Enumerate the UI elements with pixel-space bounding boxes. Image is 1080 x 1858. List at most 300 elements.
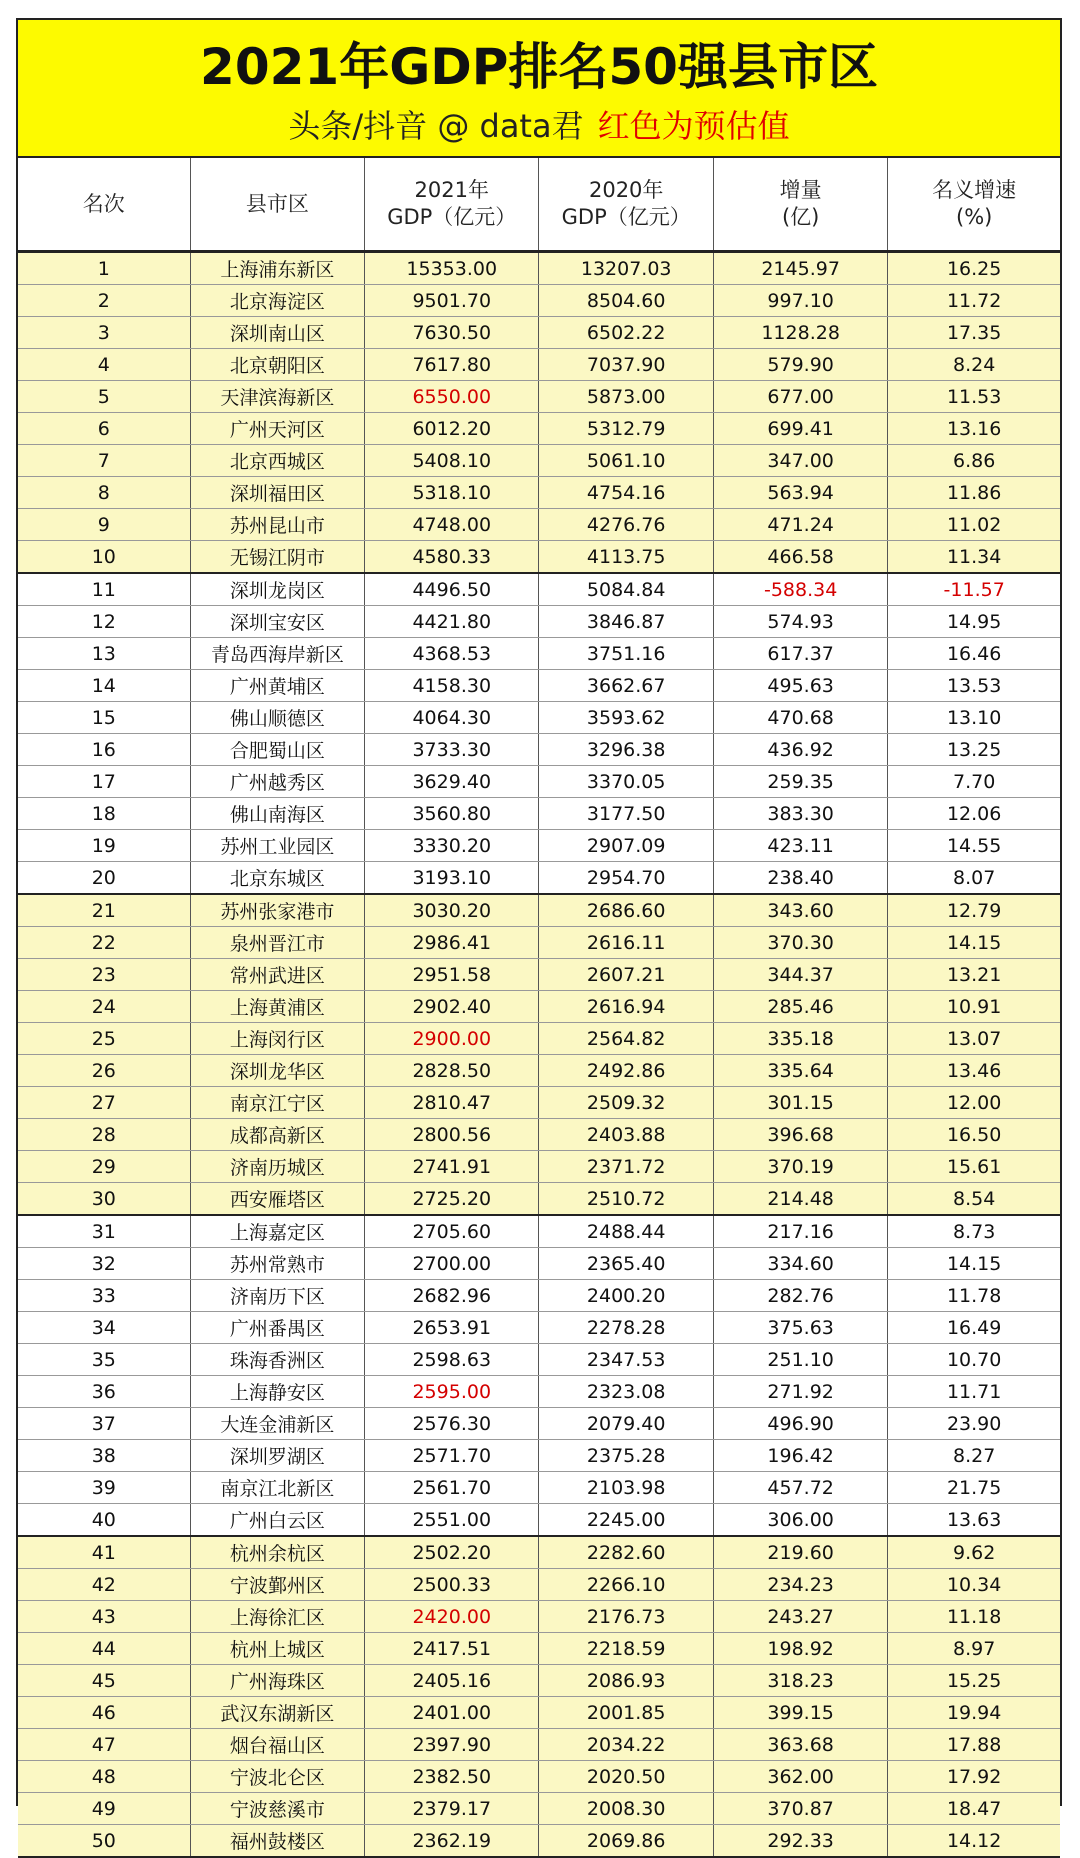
table-row bbox=[18, 991, 1060, 1023]
cell-increase: 335.18 bbox=[713, 1023, 887, 1055]
cell-rank: 2 bbox=[18, 285, 190, 317]
cell-district: 上海徐汇区 bbox=[190, 1601, 364, 1633]
cell-rank: 4 bbox=[18, 349, 190, 381]
cell-gdp-2020: 2218.59 bbox=[539, 1633, 713, 1665]
cell-increase: 363.68 bbox=[713, 1729, 887, 1761]
cell-gdp-2020: 6502.22 bbox=[539, 317, 713, 349]
cell-gdp-2021: 2705.60 bbox=[365, 1215, 539, 1248]
table-row bbox=[18, 1408, 1060, 1440]
cell-gdp-2021: 2382.50 bbox=[365, 1761, 539, 1793]
cell-district: 上海嘉定区 bbox=[190, 1215, 364, 1248]
table-row bbox=[18, 317, 1060, 349]
cell-rank: 13 bbox=[18, 638, 190, 670]
table-row bbox=[18, 1119, 1060, 1151]
table-row bbox=[18, 1729, 1060, 1761]
cell-gdp-2021: 2800.56 bbox=[365, 1119, 539, 1151]
cell-gdp-2021: 2362.19 bbox=[365, 1825, 539, 1858]
cell-district: 南京江北新区 bbox=[190, 1472, 364, 1504]
cell-gdp-2020: 2403.88 bbox=[539, 1119, 713, 1151]
header-row bbox=[18, 158, 1060, 252]
cell-increase: 219.60 bbox=[713, 1536, 887, 1569]
cell-growth-rate: 11.71 bbox=[888, 1376, 1060, 1408]
table-row bbox=[18, 445, 1060, 477]
cell-increase: 318.23 bbox=[713, 1665, 887, 1697]
column-header-gdp-2020 bbox=[539, 158, 713, 252]
cell-gdp-2020: 5873.00 bbox=[539, 381, 713, 413]
cell-district: 宁波慈溪市 bbox=[190, 1793, 364, 1825]
table-row bbox=[18, 1761, 1060, 1793]
cell-increase: 196.42 bbox=[713, 1440, 887, 1472]
cell-growth-rate: 12.06 bbox=[888, 798, 1060, 830]
cell-growth-rate: 15.61 bbox=[888, 1151, 1060, 1183]
cell-gdp-2020: 2488.44 bbox=[539, 1215, 713, 1248]
cell-growth-rate: 14.15 bbox=[888, 1248, 1060, 1280]
column-header-text: (%) bbox=[956, 205, 993, 229]
cell-increase: 214.48 bbox=[713, 1183, 887, 1216]
cell-district: 北京西城区 bbox=[190, 445, 364, 477]
cell-district: 珠海香洲区 bbox=[190, 1344, 364, 1376]
cell-rank: 5 bbox=[18, 381, 190, 413]
column-header-text: 名义增速 bbox=[932, 178, 1017, 202]
cell-district: 西安雁塔区 bbox=[190, 1183, 364, 1216]
table-row bbox=[18, 830, 1060, 862]
cell-increase: 375.63 bbox=[713, 1312, 887, 1344]
cell-gdp-2021: 2900.00 bbox=[365, 1023, 539, 1055]
table-row bbox=[18, 1472, 1060, 1504]
cell-gdp-2021: 3330.20 bbox=[365, 830, 539, 862]
cell-gdp-2020: 2371.72 bbox=[539, 1151, 713, 1183]
cell-district: 佛山南海区 bbox=[190, 798, 364, 830]
cell-rank: 37 bbox=[18, 1408, 190, 1440]
cell-rank: 33 bbox=[18, 1280, 190, 1312]
cell-district: 杭州上城区 bbox=[190, 1633, 364, 1665]
table-row bbox=[18, 638, 1060, 670]
cell-district: 广州白云区 bbox=[190, 1504, 364, 1537]
cell-increase: 466.58 bbox=[713, 541, 887, 574]
gdp-ranking-sheet bbox=[16, 18, 1062, 1853]
cell-growth-rate: 14.55 bbox=[888, 830, 1060, 862]
cell-gdp-2020: 3751.16 bbox=[539, 638, 713, 670]
cell-gdp-2020: 7037.90 bbox=[539, 349, 713, 381]
table-row bbox=[18, 1215, 1060, 1248]
cell-gdp-2021: 3629.40 bbox=[365, 766, 539, 798]
cell-rank: 40 bbox=[18, 1504, 190, 1537]
column-header-rank bbox=[18, 158, 190, 252]
cell-district: 北京东城区 bbox=[190, 862, 364, 895]
ranking-table bbox=[18, 158, 1060, 1858]
cell-gdp-2020: 2510.72 bbox=[539, 1183, 713, 1216]
cell-gdp-2020: 13207.03 bbox=[539, 252, 713, 285]
cell-increase: 617.37 bbox=[713, 638, 887, 670]
cell-growth-rate: 16.25 bbox=[888, 252, 1060, 285]
cell-gdp-2020: 4113.75 bbox=[539, 541, 713, 574]
cell-growth-rate: 17.88 bbox=[888, 1729, 1060, 1761]
cell-district: 佛山顺德区 bbox=[190, 702, 364, 734]
table-row bbox=[18, 1055, 1060, 1087]
cell-growth-rate: 17.92 bbox=[888, 1761, 1060, 1793]
cell-growth-rate: 6.86 bbox=[888, 445, 1060, 477]
cell-district: 广州黄埔区 bbox=[190, 670, 364, 702]
table-row bbox=[18, 862, 1060, 895]
cell-rank: 35 bbox=[18, 1344, 190, 1376]
cell-district: 上海浦东新区 bbox=[190, 252, 364, 285]
cell-gdp-2021: 2500.33 bbox=[365, 1569, 539, 1601]
table-body bbox=[18, 252, 1060, 1858]
column-header-text: 县市区 bbox=[245, 191, 309, 216]
cell-district: 深圳罗湖区 bbox=[190, 1440, 364, 1472]
cell-gdp-2021: 2725.20 bbox=[365, 1183, 539, 1216]
cell-district: 合肥蜀山区 bbox=[190, 734, 364, 766]
cell-gdp-2021: 2951.58 bbox=[365, 959, 539, 991]
cell-gdp-2021: 5408.10 bbox=[365, 445, 539, 477]
cell-gdp-2020: 3177.50 bbox=[539, 798, 713, 830]
cell-district: 烟台福山区 bbox=[190, 1729, 364, 1761]
cell-gdp-2020: 4276.76 bbox=[539, 509, 713, 541]
cell-increase: 383.30 bbox=[713, 798, 887, 830]
cell-growth-rate: 7.70 bbox=[888, 766, 1060, 798]
cell-gdp-2020: 5084.84 bbox=[539, 573, 713, 606]
cell-growth-rate: 16.49 bbox=[888, 1312, 1060, 1344]
table-row bbox=[18, 1440, 1060, 1472]
cell-growth-rate: -11.57 bbox=[888, 573, 1060, 606]
cell-district: 广州天河区 bbox=[190, 413, 364, 445]
cell-rank: 39 bbox=[18, 1472, 190, 1504]
cell-increase: 285.46 bbox=[713, 991, 887, 1023]
cell-increase: 238.40 bbox=[713, 862, 887, 895]
cell-growth-rate: 8.54 bbox=[888, 1183, 1060, 1216]
cell-gdp-2021: 3030.20 bbox=[365, 894, 539, 927]
estimate-note: 红色为预估值 bbox=[597, 107, 790, 145]
cell-increase: 574.93 bbox=[713, 606, 887, 638]
cell-gdp-2021: 2700.00 bbox=[365, 1248, 539, 1280]
cell-gdp-2020: 2616.11 bbox=[539, 927, 713, 959]
subtitle-line bbox=[18, 106, 1060, 146]
cell-gdp-2020: 2282.60 bbox=[539, 1536, 713, 1569]
cell-rank: 46 bbox=[18, 1697, 190, 1729]
title-banner bbox=[18, 20, 1060, 158]
cell-gdp-2021: 2401.00 bbox=[365, 1697, 539, 1729]
cell-increase: 997.10 bbox=[713, 285, 887, 317]
cell-increase: -588.34 bbox=[713, 573, 887, 606]
cell-growth-rate: 23.90 bbox=[888, 1408, 1060, 1440]
column-header-gdp-2021 bbox=[365, 158, 539, 252]
table-row bbox=[18, 1312, 1060, 1344]
cell-gdp-2020: 8504.60 bbox=[539, 285, 713, 317]
cell-gdp-2020: 2365.40 bbox=[539, 1248, 713, 1280]
cell-growth-rate: 8.07 bbox=[888, 862, 1060, 895]
cell-rank: 10 bbox=[18, 541, 190, 574]
cell-rank: 19 bbox=[18, 830, 190, 862]
cell-district: 济南历城区 bbox=[190, 1151, 364, 1183]
cell-district: 常州武进区 bbox=[190, 959, 364, 991]
cell-gdp-2021: 4580.33 bbox=[365, 541, 539, 574]
cell-gdp-2021: 2598.63 bbox=[365, 1344, 539, 1376]
table-row bbox=[18, 573, 1060, 606]
cell-rank: 15 bbox=[18, 702, 190, 734]
cell-growth-rate: 18.47 bbox=[888, 1793, 1060, 1825]
cell-district: 苏州昆山市 bbox=[190, 509, 364, 541]
cell-gdp-2020: 3846.87 bbox=[539, 606, 713, 638]
table-row bbox=[18, 1633, 1060, 1665]
column-header-text: GDP（亿元） bbox=[561, 205, 691, 229]
cell-increase: 457.72 bbox=[713, 1472, 887, 1504]
cell-increase: 344.37 bbox=[713, 959, 887, 991]
cell-growth-rate: 16.50 bbox=[888, 1119, 1060, 1151]
cell-district: 深圳南山区 bbox=[190, 317, 364, 349]
table-row bbox=[18, 349, 1060, 381]
table-row bbox=[18, 413, 1060, 445]
cell-rank: 50 bbox=[18, 1825, 190, 1858]
cell-gdp-2020: 2278.28 bbox=[539, 1312, 713, 1344]
cell-gdp-2021: 4368.53 bbox=[365, 638, 539, 670]
cell-district: 苏州张家港市 bbox=[190, 894, 364, 927]
cell-gdp-2021: 4158.30 bbox=[365, 670, 539, 702]
cell-rank: 22 bbox=[18, 927, 190, 959]
cell-increase: 470.68 bbox=[713, 702, 887, 734]
cell-increase: 234.23 bbox=[713, 1569, 887, 1601]
cell-rank: 8 bbox=[18, 477, 190, 509]
table-row bbox=[18, 959, 1060, 991]
cell-gdp-2021: 2397.90 bbox=[365, 1729, 539, 1761]
cell-rank: 36 bbox=[18, 1376, 190, 1408]
cell-gdp-2020: 4754.16 bbox=[539, 477, 713, 509]
cell-increase: 306.00 bbox=[713, 1504, 887, 1537]
cell-district: 福州鼓楼区 bbox=[190, 1825, 364, 1858]
cell-rank: 1 bbox=[18, 252, 190, 285]
cell-increase: 301.15 bbox=[713, 1087, 887, 1119]
table-row bbox=[18, 1023, 1060, 1055]
cell-rank: 20 bbox=[18, 862, 190, 895]
cell-gdp-2021: 2576.30 bbox=[365, 1408, 539, 1440]
cell-district: 无锡江阴市 bbox=[190, 541, 364, 574]
cell-district: 深圳福田区 bbox=[190, 477, 364, 509]
column-header-text: (亿) bbox=[781, 205, 820, 229]
table-row bbox=[18, 1697, 1060, 1729]
cell-gdp-2021: 2571.70 bbox=[365, 1440, 539, 1472]
table-row bbox=[18, 509, 1060, 541]
table-row bbox=[18, 1183, 1060, 1216]
cell-gdp-2021: 2653.91 bbox=[365, 1312, 539, 1344]
cell-growth-rate: 8.73 bbox=[888, 1215, 1060, 1248]
cell-district: 北京朝阳区 bbox=[190, 349, 364, 381]
cell-increase: 423.11 bbox=[713, 830, 887, 862]
cell-rank: 26 bbox=[18, 1055, 190, 1087]
table-row bbox=[18, 1280, 1060, 1312]
cell-increase: 217.16 bbox=[713, 1215, 887, 1248]
cell-increase: 699.41 bbox=[713, 413, 887, 445]
cell-rank: 7 bbox=[18, 445, 190, 477]
table-row bbox=[18, 927, 1060, 959]
cell-growth-rate: 12.00 bbox=[888, 1087, 1060, 1119]
cell-gdp-2021: 2810.47 bbox=[365, 1087, 539, 1119]
cell-increase: 251.10 bbox=[713, 1344, 887, 1376]
cell-gdp-2021: 4748.00 bbox=[365, 509, 539, 541]
cell-gdp-2021: 2405.16 bbox=[365, 1665, 539, 1697]
column-header-text: 名次 bbox=[82, 191, 125, 216]
cell-gdp-2020: 2001.85 bbox=[539, 1697, 713, 1729]
column-header-text: 增量 bbox=[779, 178, 822, 202]
column-header-district bbox=[190, 158, 364, 252]
cell-rank: 18 bbox=[18, 798, 190, 830]
cell-gdp-2020: 5061.10 bbox=[539, 445, 713, 477]
cell-increase: 677.00 bbox=[713, 381, 887, 413]
cell-growth-rate: 16.46 bbox=[888, 638, 1060, 670]
cell-gdp-2021: 2417.51 bbox=[365, 1633, 539, 1665]
cell-district: 广州海珠区 bbox=[190, 1665, 364, 1697]
cell-growth-rate: 11.86 bbox=[888, 477, 1060, 509]
cell-rank: 30 bbox=[18, 1183, 190, 1216]
cell-rank: 31 bbox=[18, 1215, 190, 1248]
cell-rank: 17 bbox=[18, 766, 190, 798]
column-header-text: 2021年 bbox=[414, 178, 489, 202]
cell-gdp-2020: 3296.38 bbox=[539, 734, 713, 766]
table-row bbox=[18, 1601, 1060, 1633]
cell-gdp-2021: 2682.96 bbox=[365, 1280, 539, 1312]
cell-gdp-2021: 3733.30 bbox=[365, 734, 539, 766]
cell-gdp-2020: 2176.73 bbox=[539, 1601, 713, 1633]
cell-increase: 370.87 bbox=[713, 1793, 887, 1825]
cell-rank: 47 bbox=[18, 1729, 190, 1761]
cell-gdp-2020: 3370.05 bbox=[539, 766, 713, 798]
cell-district: 济南历下区 bbox=[190, 1280, 364, 1312]
cell-growth-rate: 11.53 bbox=[888, 381, 1060, 413]
cell-district: 广州越秀区 bbox=[190, 766, 364, 798]
cell-growth-rate: 13.25 bbox=[888, 734, 1060, 766]
cell-increase: 1128.28 bbox=[713, 317, 887, 349]
table-row bbox=[18, 477, 1060, 509]
cell-gdp-2020: 2323.08 bbox=[539, 1376, 713, 1408]
cell-gdp-2020: 2492.86 bbox=[539, 1055, 713, 1087]
cell-increase: 370.19 bbox=[713, 1151, 887, 1183]
table-row bbox=[18, 766, 1060, 798]
table-row bbox=[18, 1665, 1060, 1697]
table-row bbox=[18, 606, 1060, 638]
table-row bbox=[18, 1536, 1060, 1569]
cell-gdp-2021: 5318.10 bbox=[365, 477, 539, 509]
cell-increase: 2145.97 bbox=[713, 252, 887, 285]
cell-gdp-2020: 2266.10 bbox=[539, 1569, 713, 1601]
cell-increase: 436.92 bbox=[713, 734, 887, 766]
cell-increase: 370.30 bbox=[713, 927, 887, 959]
cell-growth-rate: 13.10 bbox=[888, 702, 1060, 734]
cell-district: 成都高新区 bbox=[190, 1119, 364, 1151]
cell-district: 泉州晋江市 bbox=[190, 927, 364, 959]
cell-growth-rate: 11.78 bbox=[888, 1280, 1060, 1312]
cell-rank: 34 bbox=[18, 1312, 190, 1344]
cell-increase: 343.60 bbox=[713, 894, 887, 927]
cell-district: 大连金浦新区 bbox=[190, 1408, 364, 1440]
cell-increase: 334.60 bbox=[713, 1248, 887, 1280]
column-header-growth-rate bbox=[888, 158, 1060, 252]
cell-district: 青岛西海岸新区 bbox=[190, 638, 364, 670]
cell-district: 北京海淀区 bbox=[190, 285, 364, 317]
cell-rank: 16 bbox=[18, 734, 190, 766]
cell-district: 上海静安区 bbox=[190, 1376, 364, 1408]
cell-rank: 25 bbox=[18, 1023, 190, 1055]
cell-gdp-2021: 2902.40 bbox=[365, 991, 539, 1023]
cell-increase: 579.90 bbox=[713, 349, 887, 381]
cell-rank: 27 bbox=[18, 1087, 190, 1119]
cell-gdp-2020: 2347.53 bbox=[539, 1344, 713, 1376]
table-row bbox=[18, 252, 1060, 285]
cell-growth-rate: 14.95 bbox=[888, 606, 1060, 638]
table-row bbox=[18, 381, 1060, 413]
cell-rank: 49 bbox=[18, 1793, 190, 1825]
cell-growth-rate: 10.34 bbox=[888, 1569, 1060, 1601]
cell-growth-rate: 13.21 bbox=[888, 959, 1060, 991]
table-row bbox=[18, 798, 1060, 830]
cell-gdp-2021: 6012.20 bbox=[365, 413, 539, 445]
table-row bbox=[18, 734, 1060, 766]
cell-gdp-2021: 3560.80 bbox=[365, 798, 539, 830]
cell-district: 武汉东湖新区 bbox=[190, 1697, 364, 1729]
table-row bbox=[18, 1151, 1060, 1183]
cell-gdp-2020: 3593.62 bbox=[539, 702, 713, 734]
table-row bbox=[18, 1825, 1060, 1858]
cell-rank: 14 bbox=[18, 670, 190, 702]
table-header bbox=[18, 158, 1060, 252]
cell-rank: 41 bbox=[18, 1536, 190, 1569]
cell-gdp-2020: 2564.82 bbox=[539, 1023, 713, 1055]
cell-increase: 243.27 bbox=[713, 1601, 887, 1633]
cell-gdp-2020: 2686.60 bbox=[539, 894, 713, 927]
cell-gdp-2020: 2375.28 bbox=[539, 1440, 713, 1472]
cell-growth-rate: 13.07 bbox=[888, 1023, 1060, 1055]
cell-growth-rate: 10.70 bbox=[888, 1344, 1060, 1376]
cell-increase: 399.15 bbox=[713, 1697, 887, 1729]
cell-increase: 471.24 bbox=[713, 509, 887, 541]
cell-gdp-2020: 2616.94 bbox=[539, 991, 713, 1023]
cell-gdp-2020: 2509.32 bbox=[539, 1087, 713, 1119]
cell-gdp-2020: 2069.86 bbox=[539, 1825, 713, 1858]
cell-increase: 495.63 bbox=[713, 670, 887, 702]
cell-gdp-2021: 3193.10 bbox=[365, 862, 539, 895]
cell-gdp-2021: 4421.80 bbox=[365, 606, 539, 638]
cell-increase: 271.92 bbox=[713, 1376, 887, 1408]
cell-growth-rate: 13.46 bbox=[888, 1055, 1060, 1087]
page-title: 2021年GDP排名50强县市区 bbox=[200, 38, 878, 96]
cell-growth-rate: 13.16 bbox=[888, 413, 1060, 445]
cell-rank: 42 bbox=[18, 1569, 190, 1601]
cell-gdp-2021: 4496.50 bbox=[365, 573, 539, 606]
table-row bbox=[18, 1793, 1060, 1825]
cell-rank: 3 bbox=[18, 317, 190, 349]
cell-district: 杭州余杭区 bbox=[190, 1536, 364, 1569]
cell-gdp-2020: 2034.22 bbox=[539, 1729, 713, 1761]
cell-gdp-2021: 2741.91 bbox=[365, 1151, 539, 1183]
cell-rank: 28 bbox=[18, 1119, 190, 1151]
cell-rank: 11 bbox=[18, 573, 190, 606]
cell-gdp-2021: 7617.80 bbox=[365, 349, 539, 381]
cell-growth-rate: 11.34 bbox=[888, 541, 1060, 574]
cell-district: 深圳宝安区 bbox=[190, 606, 364, 638]
source-credit: 头条/抖音 @ data君 bbox=[288, 107, 584, 145]
cell-district: 苏州工业园区 bbox=[190, 830, 364, 862]
cell-district: 宁波鄞州区 bbox=[190, 1569, 364, 1601]
table-row bbox=[18, 670, 1060, 702]
cell-district: 深圳龙华区 bbox=[190, 1055, 364, 1087]
table-row bbox=[18, 1569, 1060, 1601]
cell-rank: 29 bbox=[18, 1151, 190, 1183]
cell-rank: 48 bbox=[18, 1761, 190, 1793]
cell-gdp-2020: 2907.09 bbox=[539, 830, 713, 862]
cell-growth-rate: 21.75 bbox=[888, 1472, 1060, 1504]
table-row bbox=[18, 285, 1060, 317]
table-row bbox=[18, 541, 1060, 574]
cell-increase: 282.76 bbox=[713, 1280, 887, 1312]
cell-growth-rate: 13.53 bbox=[888, 670, 1060, 702]
cell-rank: 24 bbox=[18, 991, 190, 1023]
